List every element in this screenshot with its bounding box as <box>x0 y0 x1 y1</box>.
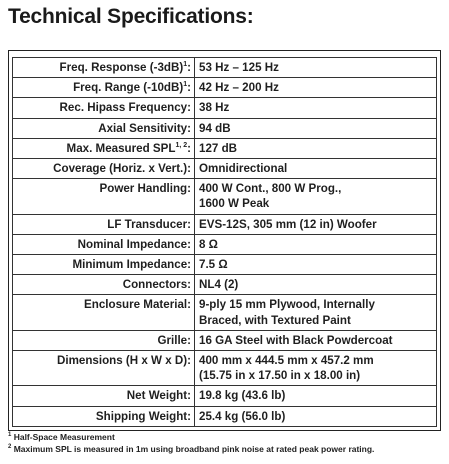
spec-label <box>13 118 195 138</box>
spec-value: 53 Hz – 125 Hz <box>195 58 437 78</box>
spec-label-text: Freq. Range (-10dB) <box>73 81 184 95</box>
spec-row <box>13 386 437 406</box>
spec-value: 400 W Cont., 800 W Prog., 1600 W Peak <box>195 179 437 214</box>
spec-label <box>13 179 195 214</box>
spec-row <box>13 138 437 158</box>
footnote-marker: 1 <box>183 81 188 89</box>
spec-table-frame <box>8 50 441 431</box>
spec-label-text: Minimum Impedance: <box>72 258 191 272</box>
label-colon: : <box>187 61 191 74</box>
spec-label-text: Max. Measured SPL <box>66 141 176 155</box>
spec-label-text: Coverage (Horiz. x Vert.): <box>53 162 191 176</box>
spec-row <box>13 351 437 386</box>
spec-label <box>13 406 195 426</box>
spec-row <box>13 295 437 330</box>
spec-value: 94 dB <box>195 118 437 138</box>
footnote <box>8 444 374 456</box>
spec-label <box>13 351 195 386</box>
spec-label-text: Shipping Weight: <box>95 409 191 423</box>
spec-label-text: Grille: <box>157 333 191 347</box>
spec-value: NL4 (2) <box>195 275 437 295</box>
footnotes <box>8 432 374 455</box>
spec-table-body <box>13 58 437 427</box>
spec-value: 7.5 Ω <box>195 255 437 275</box>
footnote-text: Maximum SPL is measured in 1m using broadband pink noise at rated peak power rating. <box>11 443 375 454</box>
spec-row <box>13 78 437 98</box>
spec-row <box>13 98 437 118</box>
spec-row <box>13 58 437 78</box>
spec-label-text: Axial Sensitivity: <box>98 121 191 135</box>
footnote <box>8 432 374 444</box>
spec-row <box>13 214 437 234</box>
footnote-marker: 1 <box>183 61 188 69</box>
spec-value: 9-ply 15 mm Plywood, Internally Braced, with Textured Paint <box>195 295 437 330</box>
spec-label <box>13 78 195 98</box>
spec-table <box>12 57 437 427</box>
spec-label <box>13 330 195 350</box>
spec-label-text: LF Transducer: <box>107 217 191 231</box>
spec-value: 38 Hz <box>195 98 437 118</box>
spec-label <box>13 159 195 179</box>
spec-value: 8 Ω <box>195 234 437 254</box>
spec-value: 16 GA Steel with Black Powdercoat <box>195 330 437 350</box>
spec-value: Omnidirectional <box>195 159 437 179</box>
spec-label <box>13 138 195 158</box>
spec-label <box>13 255 195 275</box>
spec-label-text: Connectors: <box>122 278 191 292</box>
spec-label-text: Dimensions (H x W x D): <box>57 354 191 368</box>
footnote-text: Half-Space Measurement <box>11 432 115 442</box>
spec-value: 25.4 kg (56.0 lb) <box>195 406 437 426</box>
spec-label <box>13 58 195 78</box>
spec-row <box>13 159 437 179</box>
footnote-marker: 2 <box>8 443 12 450</box>
page-title: Technical Specifications: <box>8 5 254 28</box>
spec-label-text: Power Handling: <box>99 182 191 196</box>
spec-row <box>13 330 437 350</box>
spec-value: 42 Hz – 200 Hz <box>195 78 437 98</box>
spec-value: EVS-12S, 305 mm (12 in) Woofer <box>195 214 437 234</box>
spec-label-text: Net Weight: <box>126 389 191 403</box>
spec-value: 19.8 kg (43.6 lb) <box>195 386 437 406</box>
spec-row <box>13 406 437 426</box>
spec-value: 400 mm x 444.5 mm x 457.2 mm (15.75 in x 17.50 in x 18.00 in) <box>195 351 437 386</box>
spec-row <box>13 275 437 295</box>
footnote-marker: 1 <box>8 432 12 439</box>
spec-label-text: Rec. Hipass Frequency: <box>59 101 191 115</box>
footnote-marker: 1, 2 <box>175 141 188 149</box>
spec-label <box>13 234 195 254</box>
spec-label <box>13 295 195 330</box>
spec-row <box>13 234 437 254</box>
spec-label <box>13 98 195 118</box>
spec-label-text: Freq. Response (-3dB) <box>59 61 184 74</box>
spec-row <box>13 255 437 275</box>
spec-label <box>13 386 195 406</box>
spec-value: 127 dB <box>195 138 437 158</box>
label-colon: : <box>187 141 191 155</box>
spec-row <box>13 179 437 214</box>
spec-label-text: Nominal Impedance: <box>77 237 191 251</box>
label-colon: : <box>187 81 191 95</box>
spec-label <box>13 214 195 234</box>
spec-row <box>13 118 437 138</box>
spec-label <box>13 275 195 295</box>
spec-label-text: Enclosure Material: <box>84 298 191 312</box>
